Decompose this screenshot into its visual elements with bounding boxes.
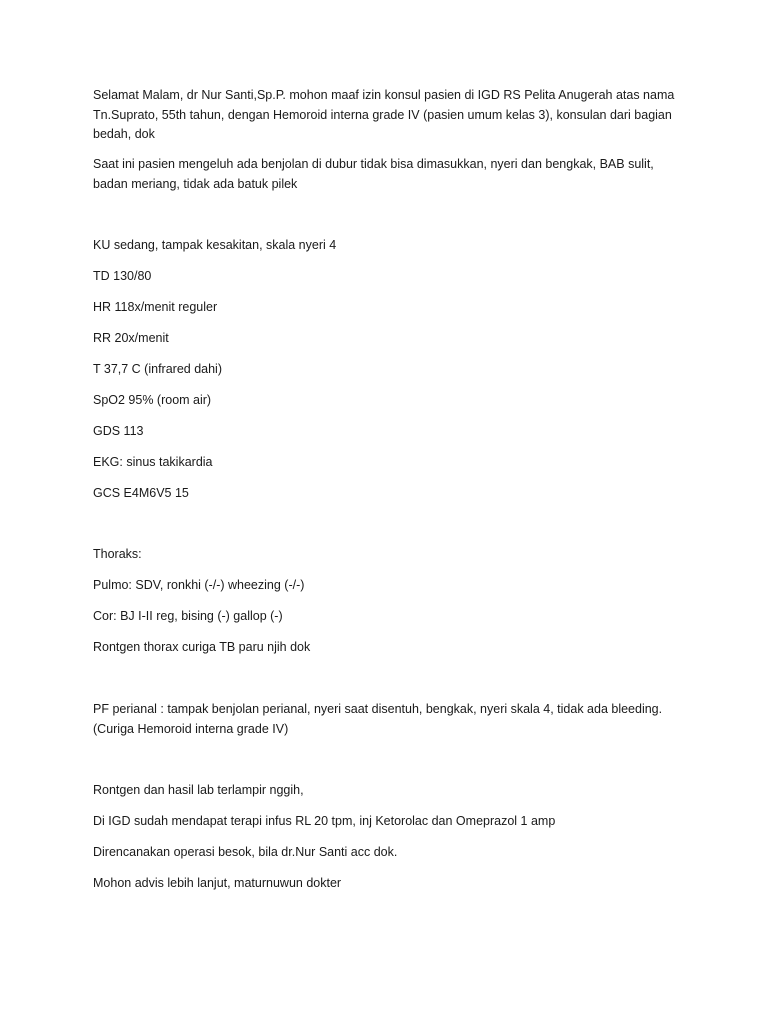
- attachments-line: Rontgen dan hasil lab terlampir nggih,: [93, 783, 304, 797]
- pulmo-line: Pulmo: SDV, ronkhi (-/-) wheezing (-/-): [93, 578, 305, 592]
- closing-line: Mohon advis lebih lanjut, maturnuwun dokter: [93, 876, 342, 890]
- surgery-plan-line: Direncanakan operasi besok, bila dr.Nur Santi acc dok.: [93, 845, 398, 859]
- gcs-line: GCS E4M6V5 15: [93, 486, 189, 500]
- respiratory-rate-line: RR 20x/menit: [93, 331, 169, 345]
- consult-greeting-paragraph: Selamat Malam, dr Nur Santi,Sp.P. mohon maaf izin konsul pasien di IGD RS Pelita Anugerah atas nama Tn.Suprato, 55th tahun, dengan Hemoroid interna grade IV (pasien umum kelas 3), konsulan dari bagian bedah, dok: [93, 88, 675, 141]
- temperature-line: T 37,7 C (infrared dahi): [93, 362, 222, 376]
- thorax-heading: Thoraks:: [93, 547, 142, 561]
- general-condition-line: KU sedang, tampak kesakitan, skala nyeri 4: [93, 238, 337, 252]
- heart-rate-line: HR 118x/menit reguler: [93, 300, 218, 314]
- perianal-exam-paragraph: PF perianal : tampak benjolan perianal, nyeri saat disentuh, bengkak, nyeri skala 4, tidak ada bleeding. (Curiga Hemoroid interna grade IV): [93, 702, 663, 736]
- ekg-line: EKG: sinus takikardia: [93, 455, 213, 469]
- cor-line: Cor: BJ I-II reg, bising (-) gallop (-): [93, 609, 283, 623]
- complaint-paragraph: Saat ini pasien mengeluh ada benjolan di dubur tidak bisa dimasukkan, nyeri dan bengkak, BAB sulit, badan meriang, tidak ada batuk pilek: [93, 157, 654, 191]
- blood-pressure-line: TD 130/80: [93, 269, 152, 283]
- therapy-line: Di IGD sudah mendapat terapi infus RL 20 tpm, inj Ketorolac dan Omeprazol 1 amp: [93, 814, 556, 828]
- thorax-xray-line: Rontgen thorax curiga TB paru njih dok: [93, 640, 311, 654]
- blood-glucose-line: GDS 113: [93, 424, 144, 438]
- spo2-line: SpO2 95% (room air): [93, 393, 212, 407]
